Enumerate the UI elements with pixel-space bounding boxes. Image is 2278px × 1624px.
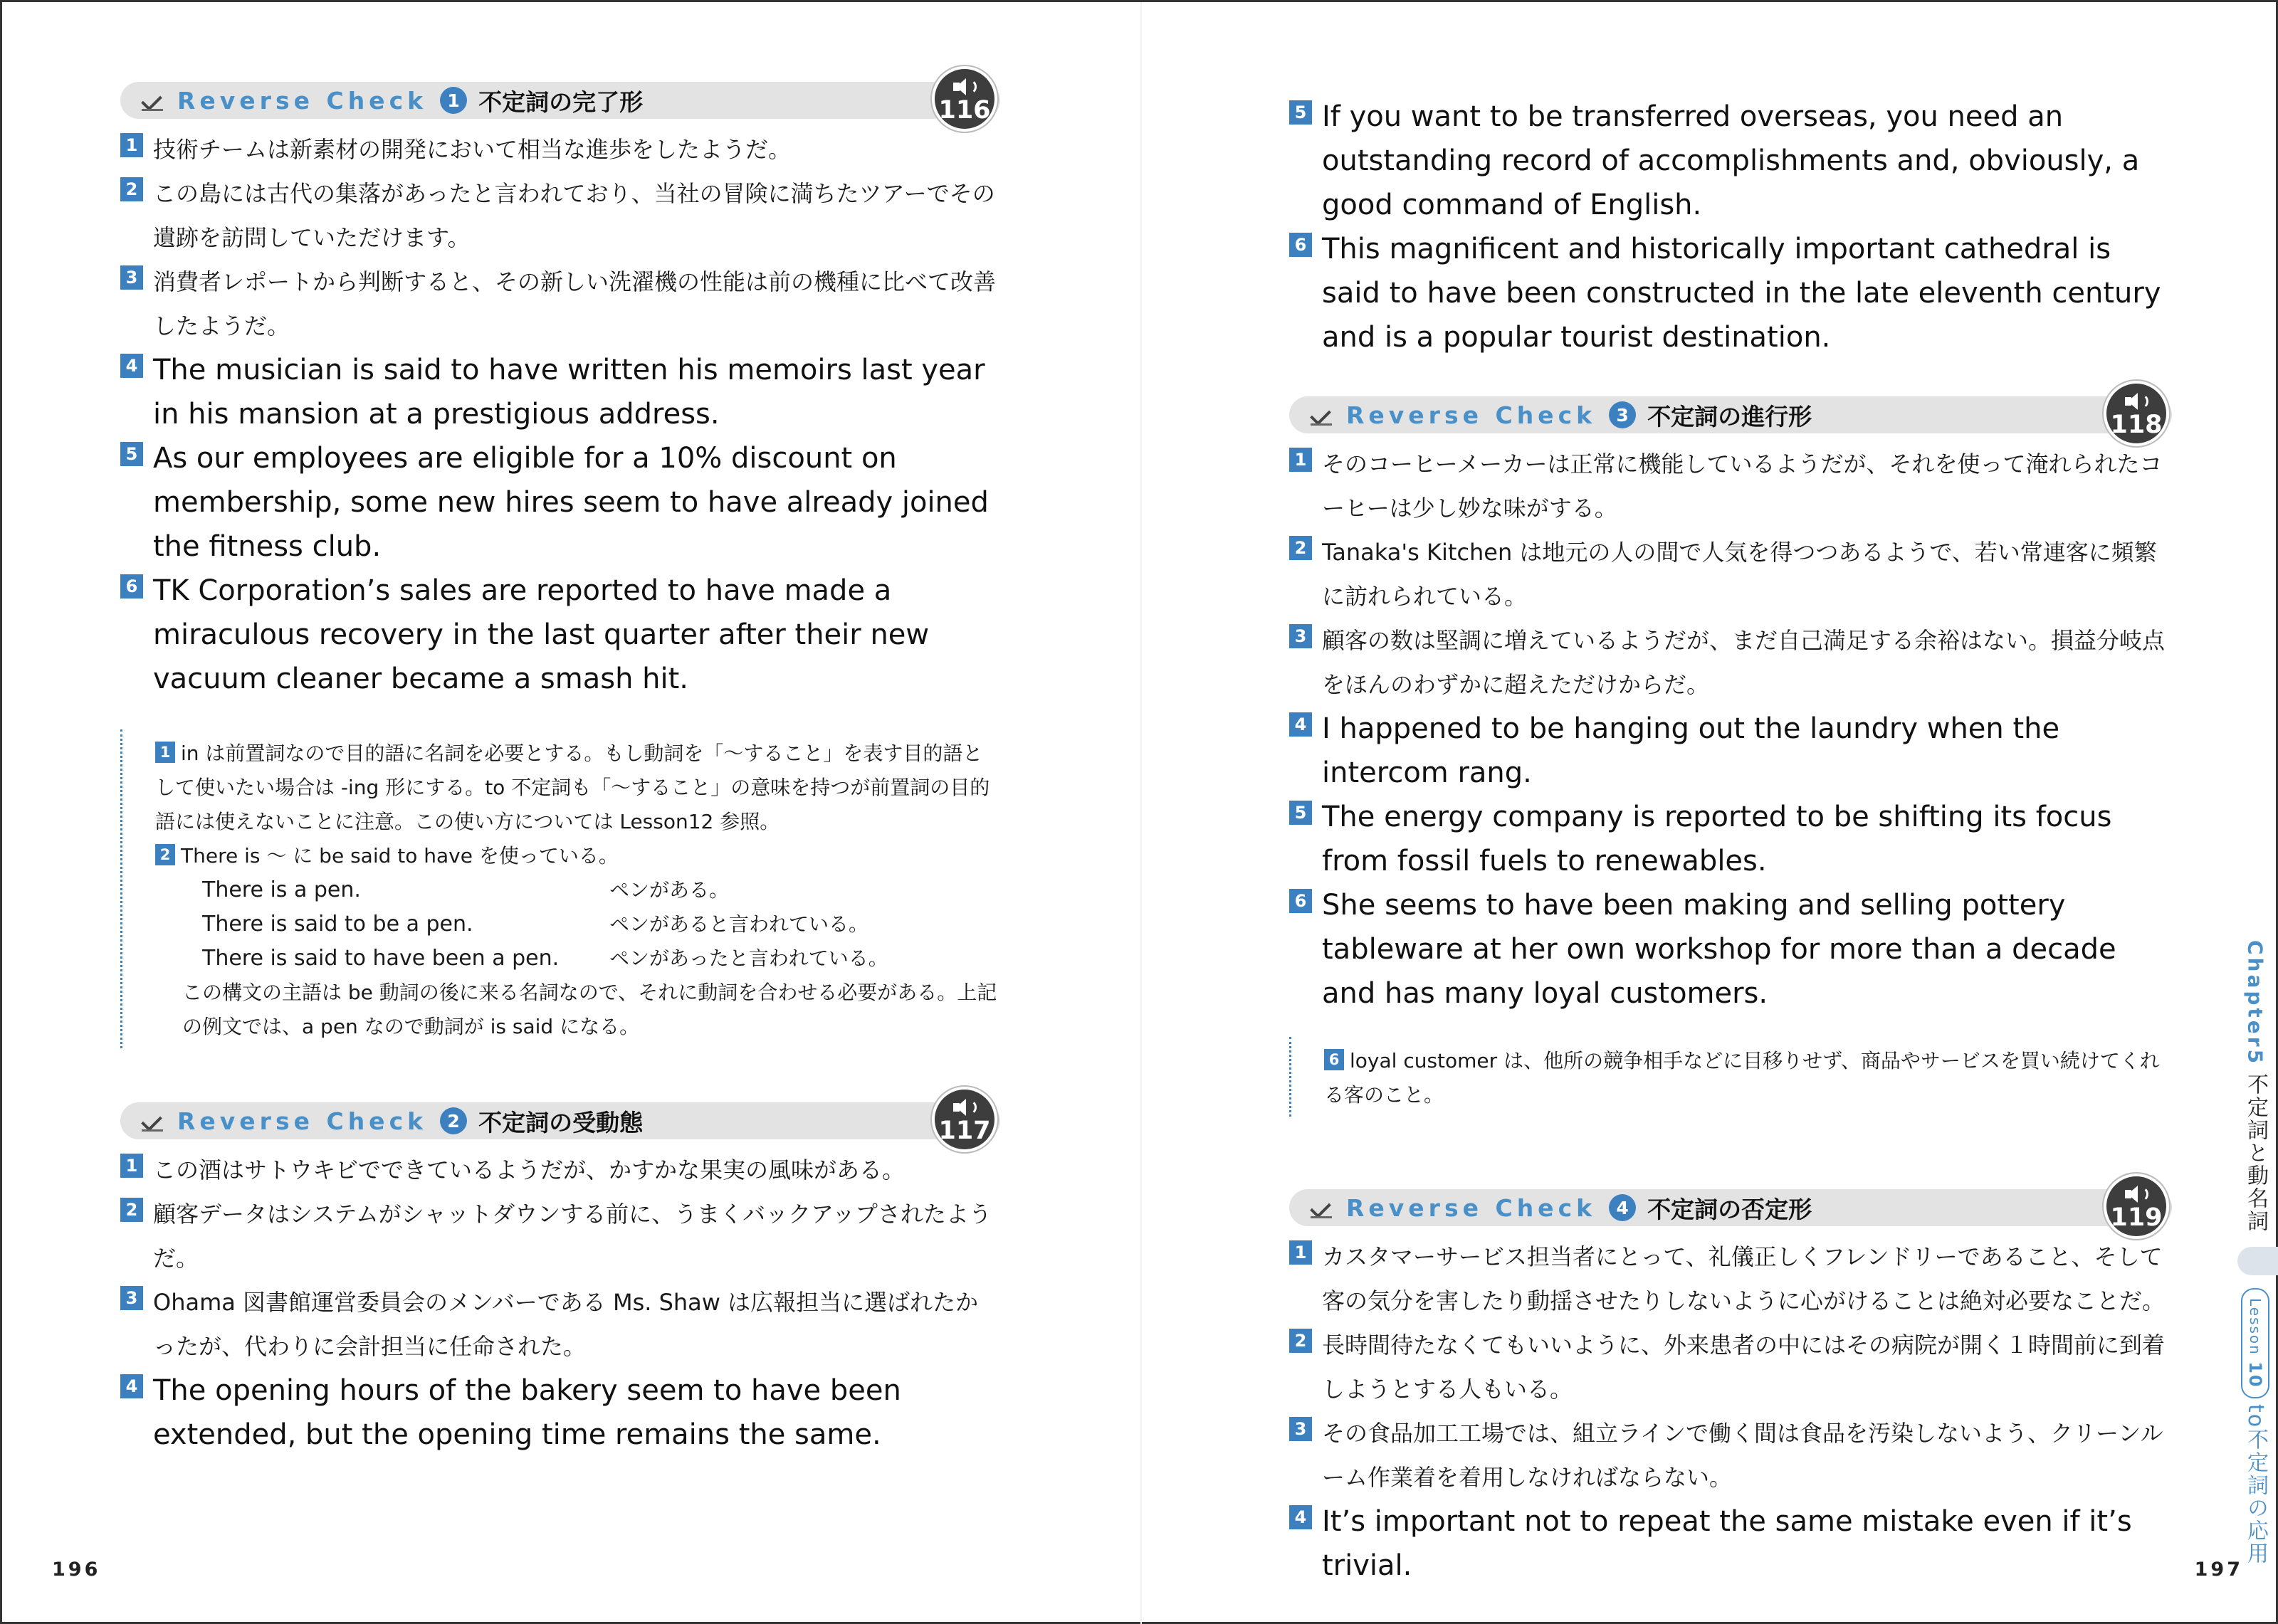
note-number: 1 bbox=[155, 742, 175, 763]
item-text: 消費者レポートから判断すると、その新しい洗濯機の性能は前の機種に比べて改善したようだ。 bbox=[153, 268, 997, 339]
list-item bbox=[120, 1280, 1000, 1369]
note-number: 2 bbox=[155, 844, 175, 865]
list-item bbox=[120, 348, 1000, 436]
item-number: 1 bbox=[120, 133, 143, 157]
list-item bbox=[1289, 95, 2172, 227]
example-japanese: ペンがあったと言われている。 bbox=[609, 947, 888, 970]
item-number: 3 bbox=[1289, 1417, 1312, 1441]
audio-track-button[interactable] bbox=[2104, 381, 2169, 446]
item-text: カスタマーサービス担当者にとって、礼儀正しくフレンドリーであること、そして客の気分を害したり動揺させたりしないように心がけることは絶対必要なことだ。 bbox=[1322, 1243, 2166, 1314]
speaker-icon bbox=[2122, 392, 2151, 411]
side-chapter-title: 不定詞と動名詞 bbox=[2243, 1073, 2268, 1233]
audio-track-button[interactable] bbox=[2104, 1174, 2169, 1239]
page-number: 197 bbox=[2194, 1559, 2243, 1581]
section-number-badge: 2 bbox=[440, 1107, 467, 1134]
section-header bbox=[1289, 1181, 2172, 1232]
section-header-bar bbox=[1289, 1189, 2172, 1226]
item-text: この島には古代の集落があったと言われており、当社の冒険に満ちたツアーでその遺跡を訪問していただけます。 bbox=[153, 180, 995, 251]
item-number: 3 bbox=[1289, 624, 1312, 648]
item-number: 2 bbox=[1289, 1329, 1312, 1353]
item-number: 2 bbox=[120, 177, 143, 201]
list-item bbox=[120, 260, 1000, 348]
note-tail: この構文の主語は be 動詞の後に来る名詞なので、それに動詞を合わせる必要がある。上記の例文では、a pen なので動詞が is said になる。 bbox=[182, 981, 997, 1038]
section-number-badge: 3 bbox=[1609, 401, 1636, 428]
list-item bbox=[120, 1192, 1000, 1280]
example-row bbox=[155, 873, 1000, 907]
page-number: 196 bbox=[52, 1559, 101, 1581]
example-japanese: ペンがあると言われている。 bbox=[609, 912, 869, 936]
item-number: 4 bbox=[120, 354, 143, 378]
speaker-icon bbox=[950, 78, 979, 96]
section-header bbox=[120, 1094, 1000, 1145]
item-list bbox=[1289, 442, 2172, 1016]
item-text: その食品加工工場では、組立ラインで働く間は食品を汚染しないよう、クリーンルーム作業着を着用しなければならない。 bbox=[1322, 1420, 2163, 1491]
list-item bbox=[1289, 227, 2172, 359]
reverse-check-section-3 bbox=[1289, 388, 2172, 1117]
commentary-note bbox=[120, 729, 1000, 1048]
audio-track-number: 117 bbox=[938, 1117, 991, 1145]
section-header-bar bbox=[120, 82, 1000, 119]
note-entry bbox=[1324, 1044, 2172, 1112]
audio-track-button[interactable] bbox=[932, 66, 997, 132]
item-number: 4 bbox=[120, 1374, 143, 1398]
section-number-badge: 1 bbox=[440, 87, 467, 114]
item-number: 1 bbox=[120, 1154, 143, 1178]
item-text: It’s important not to repeat the same mistake even if it’s trivial. bbox=[1322, 1505, 2132, 1582]
item-number: 6 bbox=[1289, 233, 1312, 257]
item-number: 4 bbox=[1289, 1505, 1312, 1529]
item-text: If you want to be transferred overseas, you need an outstanding record of accomplishments and, obviously, a good command of English. bbox=[1322, 100, 2140, 221]
reverse-check-section-2 bbox=[120, 1094, 1000, 1457]
item-list bbox=[120, 127, 1000, 701]
item-list bbox=[1289, 1235, 2172, 1588]
list-item bbox=[120, 172, 1000, 260]
audio-track-number: 116 bbox=[938, 96, 991, 125]
speaker-icon bbox=[2122, 1185, 2151, 1203]
reverse-check-label: Reverse Check bbox=[1346, 1193, 1597, 1222]
section-header-bar bbox=[1289, 396, 2172, 433]
list-item bbox=[1289, 1323, 2172, 1411]
example-english: There is said to have been a pen. bbox=[202, 946, 560, 971]
note-entry bbox=[155, 839, 1000, 873]
right-page bbox=[1141, 2, 2278, 1624]
item-text: そのコーヒーメーカーは正常に機能しているようだが、それを使って淹れられたコーヒーは少し妙な味がする。 bbox=[1322, 450, 2163, 522]
list-item bbox=[1289, 707, 2172, 795]
list-item bbox=[120, 436, 1000, 569]
item-text: 長時間待たなくてもいいように、外来患者の中にはその病院が開く１時間前に到着しようとする人もいる。 bbox=[1322, 1332, 2166, 1403]
left-column bbox=[120, 73, 1000, 1457]
item-number: 3 bbox=[120, 265, 143, 290]
list-item bbox=[120, 1369, 1000, 1457]
item-text: As our employees are eligible for a 10% discount on membership, some new hires seem to have already joined the fitness club. bbox=[153, 442, 989, 563]
section-number-badge: 4 bbox=[1609, 1194, 1636, 1221]
check-icon bbox=[142, 1109, 166, 1133]
item-number: 6 bbox=[1289, 889, 1312, 913]
audio-track-number: 119 bbox=[2110, 1203, 2163, 1232]
commentary-note bbox=[1289, 1037, 2172, 1117]
item-number: 2 bbox=[120, 1198, 143, 1222]
item-number: 5 bbox=[120, 442, 143, 466]
example-row bbox=[155, 942, 1000, 976]
side-lesson-label: Lesson bbox=[2247, 1298, 2264, 1356]
section-header bbox=[1289, 388, 2172, 439]
check-icon bbox=[1311, 403, 1335, 427]
item-list bbox=[120, 1148, 1000, 1457]
item-text: TK Corporation’s sales are reported to have made a miraculous recovery in the last quarter after their new vacuum cleaner became a smash hit. bbox=[153, 574, 930, 695]
left-page bbox=[2, 2, 1141, 1624]
note-number: 6 bbox=[1324, 1049, 1344, 1070]
section-header bbox=[120, 73, 1000, 125]
example-english: There is a pen. bbox=[202, 877, 361, 902]
example-japanese: ペンがある。 bbox=[609, 878, 730, 902]
side-lesson-badge bbox=[2241, 1288, 2269, 1398]
item-number: 5 bbox=[1289, 801, 1312, 825]
item-text: I happened to be hanging out the laundry when the intercom rang. bbox=[1322, 712, 2060, 789]
item-number: 1 bbox=[1289, 1240, 1312, 1265]
list-item bbox=[1289, 442, 2172, 530]
note-text: There is ～ に be said to have を使っている。 bbox=[181, 844, 619, 868]
item-text: 顧客データはシステムがシャットダウンする前に、うまくバックアップされたようだ。 bbox=[153, 1201, 992, 1272]
item-text: 顧客の数は堅調に増えているようだが、まだ自己満足する余裕はない。損益分岐点をほんのわずかに超えただけからだ。 bbox=[1322, 627, 2166, 698]
list-item bbox=[1289, 795, 2172, 883]
section-header-bar bbox=[120, 1102, 1000, 1139]
item-text: The musician is said to have written his memoirs last year in his mansion at a prestigious address. bbox=[153, 354, 985, 431]
section-title: 不定詞の否定形 bbox=[1647, 1195, 1812, 1223]
item-text: She seems to have been making and selling pottery tableware at her own workshop for more than a decade and has many loyal customers. bbox=[1322, 889, 2116, 1010]
item-text: この酒はサトウキビでできているようだが、かすかな果実の風味がある。 bbox=[153, 1156, 906, 1183]
list-item bbox=[120, 1148, 1000, 1192]
item-text: Tanaka's Kitchen は地元の人の間で人気を得つつあるようで、若い常連客に頻繁に訪れられている。 bbox=[1322, 539, 2157, 610]
list-item bbox=[1289, 1235, 2172, 1323]
section-title: 不定詞の完了形 bbox=[478, 88, 644, 116]
reverse-check-label: Reverse Check bbox=[1346, 401, 1597, 429]
list-item bbox=[120, 127, 1000, 172]
check-icon bbox=[142, 88, 166, 112]
check-icon bbox=[1311, 1196, 1335, 1220]
speaker-icon bbox=[950, 1098, 979, 1117]
side-chapter-label: Chapter5 bbox=[2243, 940, 2267, 1067]
side-lesson-title: to不定詞の応用 bbox=[2243, 1403, 2268, 1565]
audio-track-number: 118 bbox=[2110, 411, 2163, 439]
item-text: This magnificent and historically important cathedral is said to have been constructed in the late eleventh century and is a popular tourist destination. bbox=[1322, 233, 2161, 354]
example-english: There is said to be a pen. bbox=[202, 912, 473, 937]
list-item bbox=[1289, 1499, 2172, 1588]
item-number: 6 bbox=[120, 574, 143, 599]
section-title: 不定詞の受動態 bbox=[478, 1108, 644, 1137]
section-title: 不定詞の進行形 bbox=[1647, 402, 1812, 431]
note-text: in は前置詞なので目的語に名詞を必要とする。もし動詞を「～すること」を表す目的語として使いたい場合は -ing 形にする。to 不定詞も「～すること」の意味を持つが前置詞の目的語には使えないことに注意。この使い方については Lesson12 参照。 bbox=[155, 742, 990, 833]
item-number: 5 bbox=[1289, 100, 1312, 125]
audio-track-button[interactable] bbox=[932, 1087, 997, 1152]
reverse-check-label: Reverse Check bbox=[177, 1107, 428, 1135]
item-number: 2 bbox=[1289, 536, 1312, 560]
item-number: 4 bbox=[1289, 712, 1312, 737]
list-item bbox=[1289, 618, 2172, 707]
reverse-check-label: Reverse Check bbox=[177, 86, 428, 115]
side-lesson-number: 10 bbox=[2245, 1361, 2265, 1388]
item-number: 1 bbox=[1289, 448, 1312, 472]
reverse-check-section-4 bbox=[1289, 1181, 2172, 1588]
note-text: loyal customer は、他所の競争相手などに目移りせず、商品やサービスを買い続けてくれる客のこと。 bbox=[1324, 1049, 2160, 1107]
item-text: The energy company is reported to be shifting its focus from fossil fuels to renewables. bbox=[1322, 801, 2112, 877]
example-row bbox=[155, 907, 1000, 942]
reverse-check-section-1 bbox=[120, 73, 1000, 1048]
item-text: 技術チームは新素材の開発において相当な進歩をしたようだ。 bbox=[153, 136, 792, 163]
list-item bbox=[1289, 530, 2172, 618]
list-item bbox=[1289, 883, 2172, 1016]
side-tab-divider bbox=[2237, 1247, 2278, 1275]
item-number: 3 bbox=[120, 1286, 143, 1310]
item-text: Ohama 図書館運営委員会のメンバーである Ms. Shaw は広報担当に選ばれたかったが、代わりに会計担当に任命された。 bbox=[153, 1289, 979, 1360]
right-column bbox=[1289, 95, 2172, 1588]
continued-item-list bbox=[1289, 95, 2172, 359]
item-text: The opening hours of the bakery seem to have been extended, but the opening time remains the same. bbox=[153, 1374, 901, 1451]
list-item bbox=[1289, 1411, 2172, 1499]
list-item bbox=[120, 569, 1000, 701]
note-entry bbox=[155, 737, 1000, 839]
chapter-side-tab bbox=[2239, 940, 2272, 1565]
